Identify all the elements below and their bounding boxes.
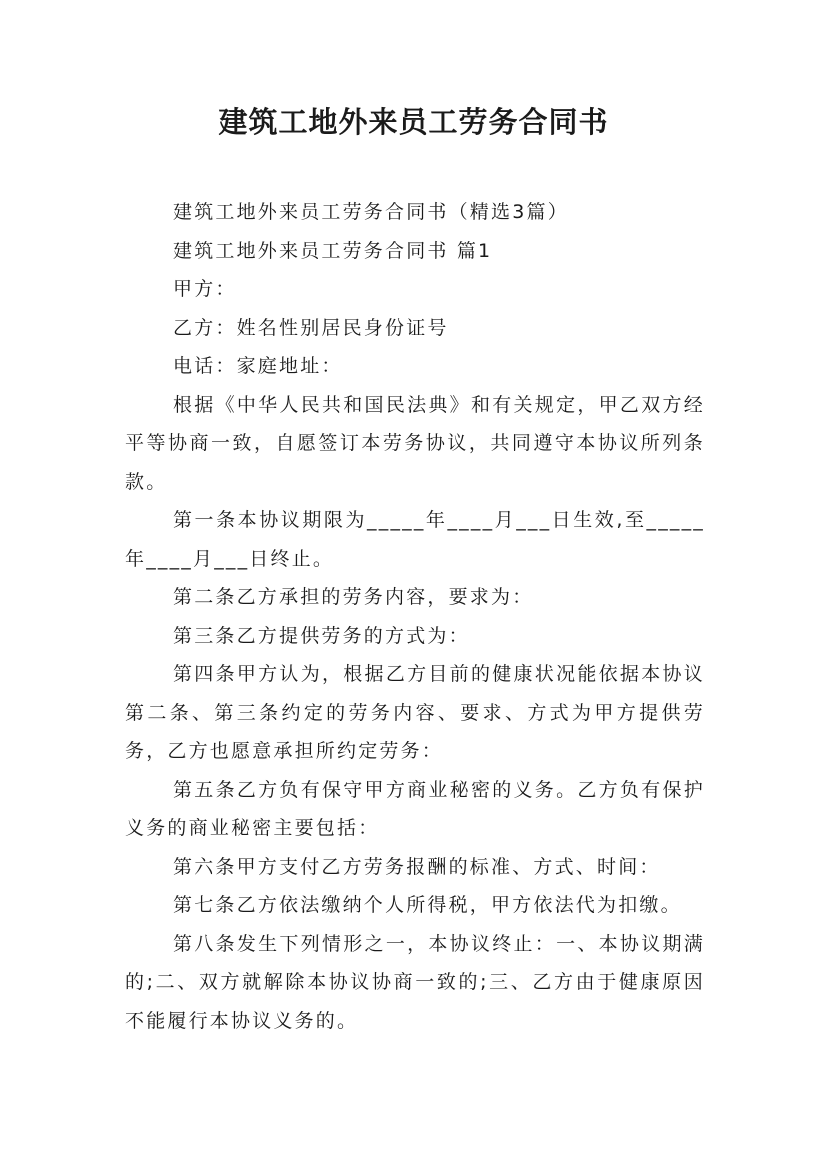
paragraph-article-2: 第二条乙方承担的劳务内容，要求为： (173, 586, 534, 608)
paragraph-article-8: 第八条发生下列情形之一，本协议终止：一、本协议期满的;二、双方就解除本协议协商一致的;三、乙方由于健康原因不能履行本协议义务的。 (125, 932, 705, 1032)
paragraph-subtitle: 建筑工地外来员工劳务合同书（精选3篇） (173, 201, 569, 223)
paragraph-article-3: 第三条乙方提供劳务的方式为： (173, 624, 470, 647)
paragraph-article-4: 第四条甲方认为，根据乙方目前的健康状况能依据本协议第二条、第三条约定的劳务内容、要求、方式为甲方提供劳务，乙方也愿意承担所约定劳务： (125, 663, 705, 762)
document-body (125, 193, 705, 1040)
paragraph-article-5: 第五条乙方负有保守甲方商业秘密的义务。乙方负有保护义务的商业秘密主要包括： (125, 778, 705, 839)
paragraph-article-1: 第一条本协议期限为_____年____月___日生效,至_____年____月___日终止。 (125, 509, 705, 570)
paragraph-article-6: 第六条甲方支付乙方劳务报酬的标准、方式、时间： (173, 855, 661, 878)
paragraph-party-b: 乙方：姓名性别居民身份证号 (173, 316, 449, 339)
paragraph-party-a: 甲方： (173, 278, 237, 300)
paragraph-section-heading: 建筑工地外来员工劳务合同书 篇1 (173, 239, 493, 262)
document-title: 建筑工地外来员工劳务合同书 (218, 105, 609, 139)
paragraph-contact: 电话：家庭地址： (173, 355, 343, 377)
paragraph-article-7: 第七条乙方依法缴纳个人所得税，甲方依法代为扣缴。 (173, 894, 682, 916)
paragraph-preamble: 根据《中华人民共和国民法典》和有关规定，甲乙双方经平等协商一致，自愿签订本劳务协议，共同遵守本协议所列条款。 (125, 393, 705, 493)
